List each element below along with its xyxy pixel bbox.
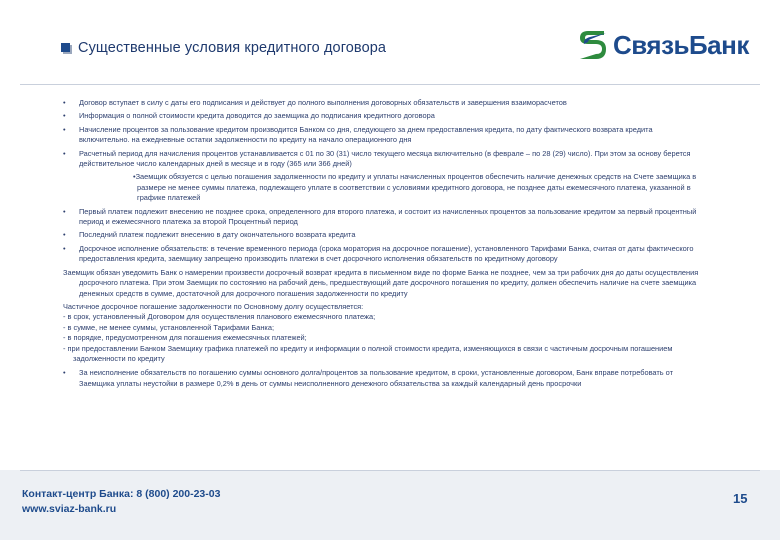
list-item-text: Начисление процентов за пользование кредитом производится Банком со дня, следующего за днем предоставления кредита, по дату фактического возврата кредита включительно. на ежедневные остатки задолженности по кредиту на начало операционного дня bbox=[79, 124, 653, 145]
sub-list-item bbox=[63, 172, 703, 203]
bank-logo bbox=[576, 27, 749, 63]
list-item-text: Договор вступает в силу с даты его подписания и действует до полного выполнения договорных обязательств и завершения взаиморасчетов bbox=[79, 98, 567, 107]
bullet-icon: • bbox=[63, 148, 66, 158]
list-item-text: Заемщик обязуется с целью погашения задолженности по кредиту и уплаты начисленных процентов обеспечить наличие денежных средств на Счете заемщика в размере не менее суммы платежа, подлежащего уплате в соответствии с условиями кредитного договора, не позднее даты ежемесячного платежа, указанной в графике платежей bbox=[135, 172, 697, 203]
list-item-text: Досрочное исполнение обязательств: в течение временного периода (срока моратория на досрочное погашение), установленного Тарифами Банка, считая от даты фактического предоставления кредита, заемщику запрещено производить платежи в счет досрочного исполнения обязательств по кредитному договору bbox=[79, 243, 694, 264]
dash-item: - в порядке, предусмотренном для погашения ежемесячных платежей; bbox=[63, 333, 307, 343]
website-link[interactable]: www.sviaz-bank.ru bbox=[22, 503, 117, 515]
contact-phone: Контакт-центр Банка: 8 (800) 200-23-03 bbox=[22, 488, 221, 500]
sviaz-bank-s-mark-icon bbox=[576, 27, 608, 63]
list-item-text: Информация о полной стоимости кредита доводится до заемщика до подписания кредитного договора bbox=[79, 111, 435, 121]
list-item bbox=[63, 111, 703, 121]
list-item-text: Расчетный период для начисления процентов устанавливается с 01 по 30 (31) число текущего месяца включительно (в феврале – по 28 (29) число). При этом за основу берется действительное число календарных дней в месяце и в году (365 или 366 дней) bbox=[79, 148, 691, 169]
logo-text: СвязьБанк bbox=[613, 30, 749, 60]
bullet-icon: • bbox=[63, 124, 66, 134]
list-item bbox=[63, 230, 703, 240]
footer-divider bbox=[20, 470, 760, 471]
bullet-icon: • bbox=[133, 172, 136, 182]
bullet-icon: • bbox=[63, 206, 66, 216]
list-item bbox=[63, 207, 703, 228]
bullet-icon: • bbox=[63, 230, 66, 240]
footer-contact bbox=[22, 487, 220, 517]
bullet-icon: • bbox=[63, 111, 66, 121]
slide-title: Существенные условия кредитного договора bbox=[78, 40, 387, 56]
dash-item: - в сумме, не менее суммы, установленной Тарифами Банка; bbox=[63, 322, 274, 332]
bullet-icon: • bbox=[63, 98, 66, 107]
list-item bbox=[63, 125, 703, 146]
slide-title-group bbox=[60, 40, 386, 56]
dash-item: - при предоставлении Банком Заемщику графика платежей по кредиту и информации о полной стоимости кредита, изменяющихся в связи с частичным досрочным погашением задолженности по кредиту bbox=[63, 343, 673, 363]
list-item bbox=[63, 149, 703, 170]
paragraph-early-repayment-notice: Заемщик обязан уведомить Банк о намерении произвести досрочный возврат кредита в письменном виде по форме Банка не позднее, чем за три рабочих дня до даты осуществления досрочного платежа. При этом Заемщик по состоянию на рабочий день, предшествующий дате досрочного погашения по кредиту, должен обеспечить наличие на счете заемщика денежных средств в сумме, достаточной для досрочного погашения задолженности по кредиту bbox=[63, 267, 699, 298]
page-number: 15 bbox=[733, 491, 748, 506]
conditions-body bbox=[63, 98, 703, 392]
list-item-text: Первый платеж подлежит внесению не позднее срока, определенного для второго платежа, и состоит из начисленных процентов за пользование кредитом за первый процентный период и ежемесячного платежа за второй Процентный период bbox=[79, 206, 697, 227]
checkbox-square-icon bbox=[60, 42, 72, 54]
paragraph-partial-repayment: Частичное досрочное погашение задолженности по Основному долгу осуществляется: bbox=[63, 301, 364, 311]
header-divider bbox=[20, 84, 760, 85]
list-item-text: За неисполнение обязательств по погашению суммы основного долга/процентов за пользование кредитом, в сроки, установленные договором, Банк вправе потребовать от Заемщика уплаты неустойки в размере 0,2% в день от суммы неисполненного денежного обязательства за каждый календарный день просрочки bbox=[79, 368, 673, 388]
list-item bbox=[63, 368, 703, 389]
list-item bbox=[63, 98, 703, 108]
list-item bbox=[63, 244, 703, 265]
list-item-text: Последний платеж подлежит внесению в дату окончательного возврата кредита bbox=[79, 230, 356, 240]
bullet-icon: • bbox=[63, 243, 66, 253]
bullet-icon: • bbox=[63, 368, 66, 378]
dash-item: - в срок, установленный Договором для осуществления планового ежемесячного платежа; bbox=[63, 312, 376, 322]
